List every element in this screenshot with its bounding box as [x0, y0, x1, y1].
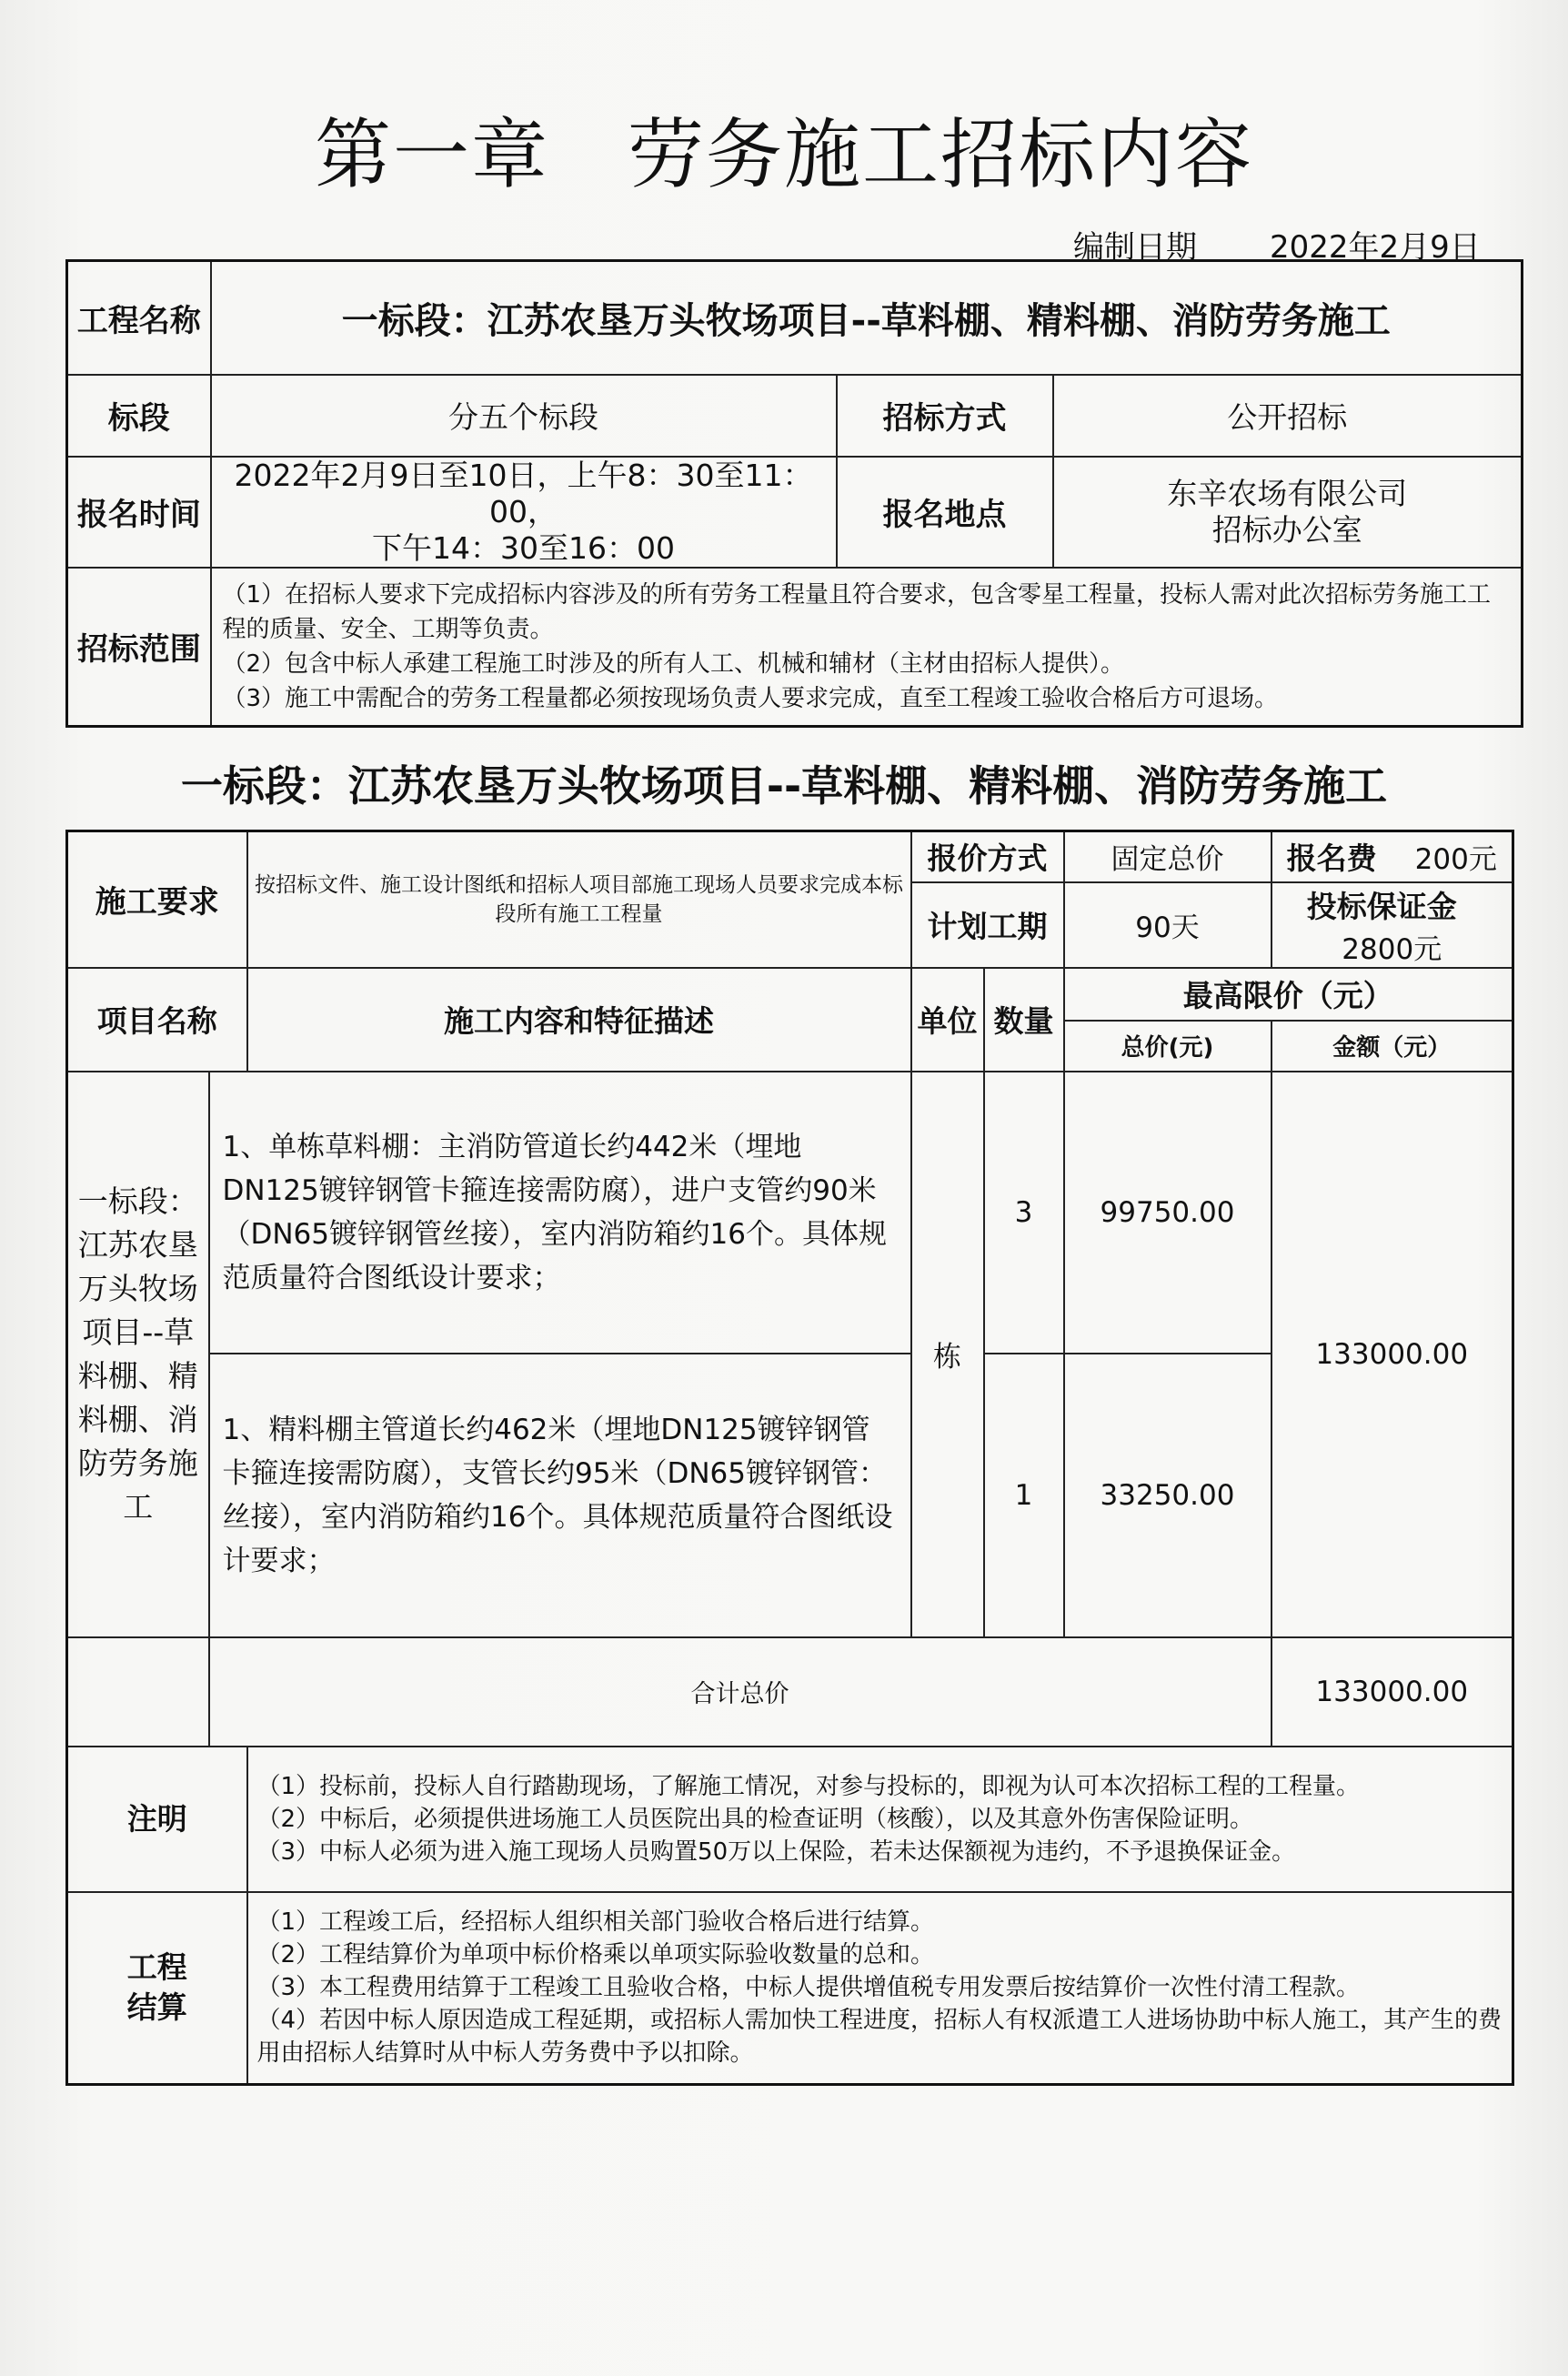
quote-method-label: 报价方式: [911, 831, 1064, 882]
col-amount: 金额（元）: [1271, 1021, 1513, 1072]
total-row-blank: [67, 1637, 209, 1747]
col-desc: 施工内容和特征描述: [247, 968, 911, 1072]
section-heading: 一标段：江苏农垦万头牧场项目--草料棚、精料棚、消防劳务施工: [180, 761, 1388, 810]
schedule-value: 90天: [1064, 882, 1271, 968]
schedule-label: 计划工期: [911, 882, 1064, 968]
settlement-item: （1）工程竣工后，经招标人组织相关部门验收合格后进行结算。: [256, 1908, 935, 1937]
bid-bond-label: 投标保证金: [1306, 888, 1457, 924]
bid-bond-value: 2800元: [1342, 932, 1442, 966]
col-project: 项目名称: [67, 968, 247, 1072]
project-name-line: 料棚、消: [77, 1401, 198, 1437]
settlement-label-line: 结算: [126, 1989, 187, 2026]
scope-item: （2）包含中标人承建工程施工时涉及的所有人工、机械和辅材（主材由招标人提供）。: [222, 649, 1125, 678]
section-label: 标段: [67, 375, 211, 457]
registration-place-label: 报名地点: [837, 457, 1053, 568]
item-total: 99750.00: [1064, 1072, 1271, 1354]
item-qty: 1: [984, 1354, 1064, 1637]
settlement-item: （4）若因中标人原因造成工程延期，或招标人需加快工程进度，招标人有权派遣工人进场协助中标人施工，其产生的费用由招标人结算时从中标人劳务费中予以扣除。: [256, 2007, 1503, 2068]
summary-table: [65, 259, 1523, 728]
chapter-title: 第一章 劳务施工招标内容: [314, 110, 1253, 199]
col-unit: 单位: [911, 968, 984, 1072]
project-name-cell: [67, 1072, 209, 1637]
item-total: 33250.00: [1064, 1354, 1271, 1637]
unit-cell: 栋: [911, 1072, 984, 1637]
registration-time-line: 下午14：30至16：00: [372, 529, 675, 566]
project-name-line: 江苏农垦: [77, 1226, 198, 1263]
notes-label: 注明: [67, 1747, 247, 1892]
item-desc: 1、精料棚主管道长约462米（埋地DN125镀锌钢管卡箍连接需防腐），支管长约95米（DN65镀锌钢管：丝接），室内消防箱约16个。具体规范质量符合图纸设计要求；: [209, 1354, 911, 1637]
project-name-line: 一标段：: [77, 1183, 198, 1219]
project-name-line: 料棚、精: [77, 1357, 198, 1394]
scope-item: （1）在招标人要求下完成招标内容涉及的所有劳务工程量且符合要求，包含零星工程量，投标人需对此次招标劳务施工工程的质量、安全、工期等负责。: [222, 580, 1492, 643]
grand-total-label: 合计总价: [209, 1637, 1271, 1747]
settlement-content: [247, 1892, 1513, 2085]
registration-place-line: 东辛农场有限公司: [1167, 475, 1408, 511]
item-qty: 3: [984, 1072, 1064, 1354]
registration-place-line: 招标办公室: [1211, 511, 1362, 548]
settlement-item: （2）工程结算价为单项中标价格乘以单项实际验收数量的总和。: [256, 1941, 935, 1969]
compile-date-label: 编制日期: [1073, 229, 1197, 266]
registration-time-line: 2022年2月9日至10日，上午8：30至11：00，: [234, 457, 813, 529]
quote-method-value: 固定总价: [1064, 831, 1271, 882]
project-name-line: 项目--草: [82, 1314, 195, 1350]
bond-cell: [1271, 882, 1513, 968]
bid-method-value: 公开招标: [1053, 375, 1523, 457]
requirement-label: 施工要求: [67, 831, 247, 968]
settlement-label: [67, 1892, 247, 2085]
settlement-item: （3）本工程费用结算于工程竣工且验收合格，中标人提供增值税专用发票后按结算价一次性付清工程款。: [256, 1974, 1361, 2002]
col-qty: 数量: [984, 968, 1064, 1072]
compile-date-value: 2022年2月9日: [1270, 229, 1481, 266]
registration-place: [1053, 457, 1523, 568]
registration-time: [211, 457, 837, 568]
project-name: 一标段：江苏农垦万头牧场项目--草料棚、精料棚、消防劳务施工: [211, 261, 1523, 375]
detail-table: [65, 830, 1514, 2086]
col-max-price: 最高限价（元）: [1064, 968, 1513, 1021]
registration-fee-value: 200元: [1414, 843, 1497, 877]
scope-content: [211, 568, 1523, 727]
item-desc: 1、单栋草料棚：主消防管道长约442米（埋地DN125镀锌钢管卡箍连接需防腐），进户支管约90米（DN65镀锌钢管丝接），室内消防箱约16个。具体规范质量符合图纸设计要求；: [209, 1072, 911, 1354]
section-value: 分五个标段: [211, 375, 837, 457]
scope-item: （3）施工中需配合的劳务工程量都必须按现场负责人要求完成，直至工程竣工验收合格后方可退场。: [222, 684, 1279, 712]
note-item: （2）中标后，必须提供进场施工人员医院出具的检查证明（核酸），以及其意外伤害保险证明。: [256, 1805, 1254, 1833]
bid-method-label: 招标方式: [837, 375, 1053, 457]
note-item: （1）投标前，投标人自行踏勘现场，了解施工情况，对参与投标的，即视为认可本次招标工程的工程量。: [256, 1772, 1361, 1800]
notes-content: [247, 1747, 1513, 1892]
settlement-label-line: 工程: [126, 1949, 187, 1986]
note-item: （3）中标人必须为进入施工现场人员购置50万以上保险，若未达保额视为违约，不予退换保证金。: [256, 1837, 1296, 1866]
amount-cell: 133000.00: [1271, 1072, 1513, 1637]
requirement-text: 按招标文件、施工设计图纸和招标人项目部施工现场人员要求完成本标段所有施工工程量: [247, 831, 911, 968]
scope-label: 招标范围: [67, 568, 211, 727]
project-name-line: 工: [123, 1488, 154, 1525]
fee-cell: [1271, 831, 1513, 882]
project-name-label: 工程名称: [67, 261, 211, 375]
project-name-line: 防劳务施: [77, 1445, 198, 1481]
grand-total: 133000.00: [1271, 1637, 1513, 1747]
project-name-line: 万头牧场: [77, 1270, 198, 1306]
col-total: 总价(元): [1064, 1021, 1271, 1072]
registration-time-label: 报名时间: [67, 457, 211, 568]
registration-fee-label: 报名费: [1286, 841, 1377, 877]
